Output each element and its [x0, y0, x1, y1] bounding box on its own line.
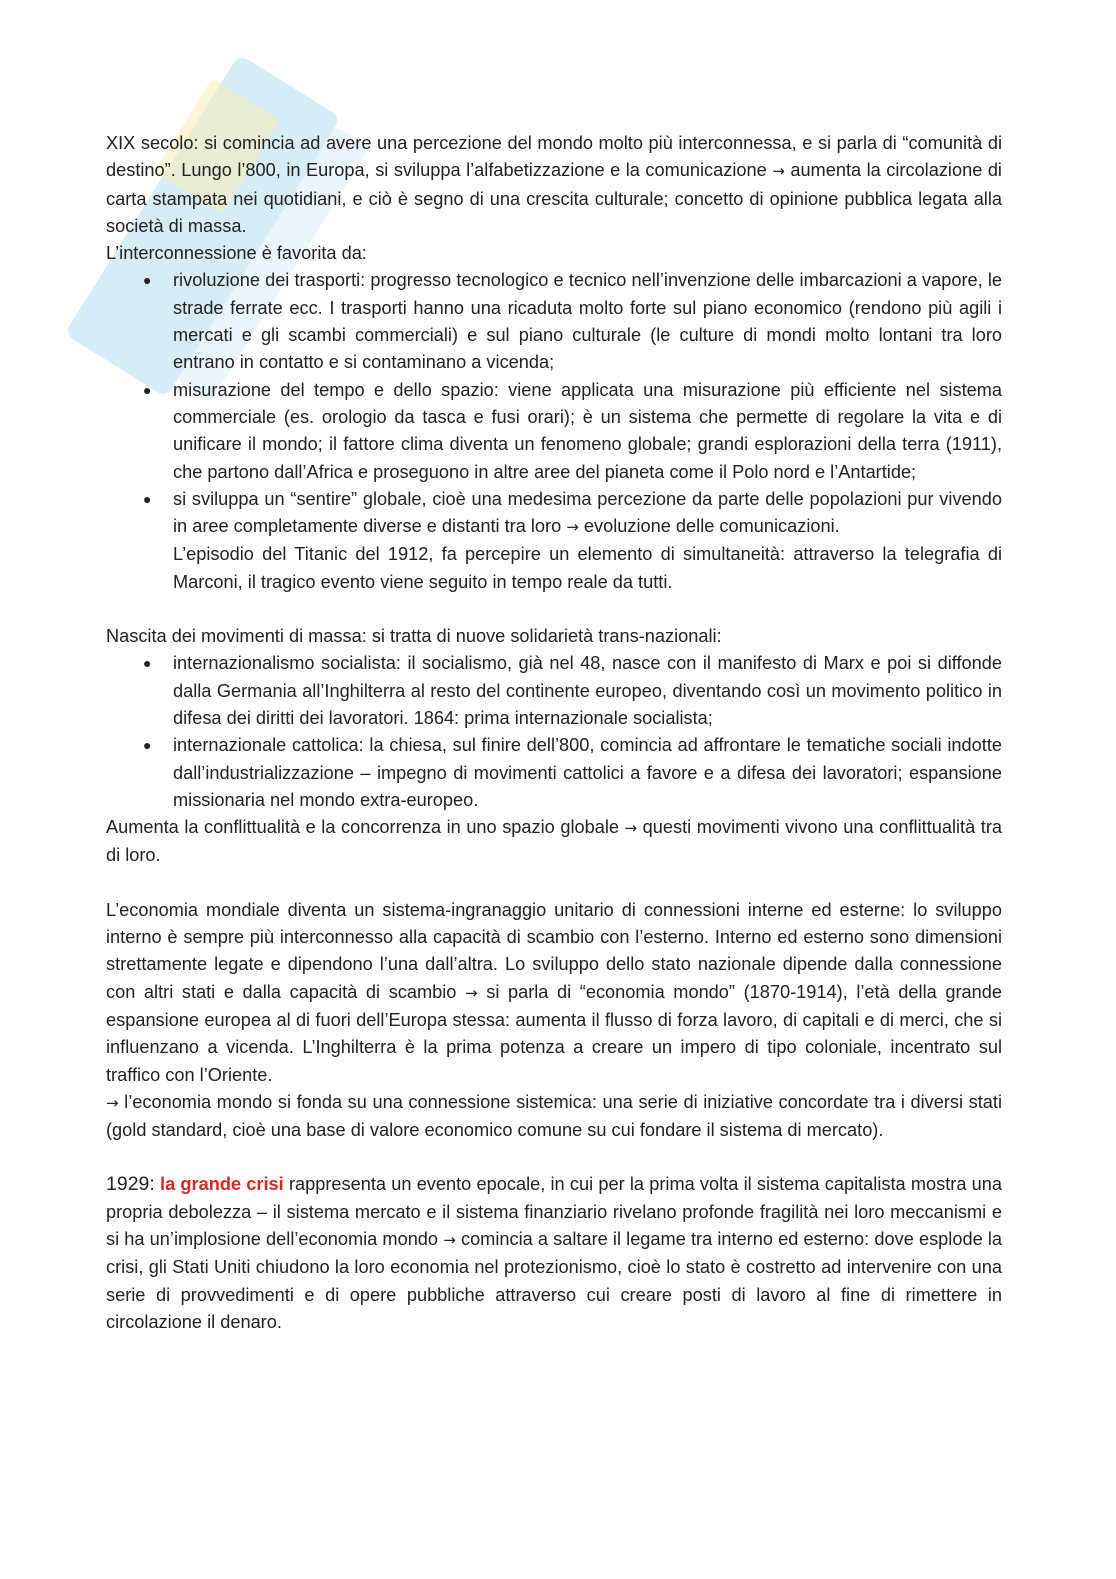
- movimenti-list: [106, 650, 1002, 814]
- arrow-icon: →: [624, 819, 638, 838]
- list-item: [106, 267, 1002, 376]
- economia-paragraph: [106, 897, 1002, 1089]
- economia-text: L’economia mondiale diventa un sistema-ingranaggio unitario di connessioni interne ed esterne: lo sviluppo interno è sempre più interconnesso alla capacità di scambio con l’esterno. Interno ed esterno sono dimensioni strettamente legate e dipendono l’una dall’altra. Lo sviluppo dello stato nazionale dipende dalla connessione con altri stati e dalla capacità di scambio: [106, 899, 1002, 1002]
- titanic-paragraph: L’episodio del Titanic del 1912, fa percepire un elemento di simultaneità: attraverso la telegrafia di Marconi, il tragico evento viene seguito in tempo reale da tutti.: [173, 544, 1002, 592]
- document-page: [106, 130, 1002, 1336]
- arrow-icon: →: [465, 983, 478, 1002]
- list-item-text: internazionale cattolica: la chiesa, sul finire dell’800, comincia ad affrontare le tematiche sociali indotte dall’industrializzazione – impegno di movimenti cattolici a favore e a difesa dei lavoratori; espansione missionaria nel mondo extra-europeo.: [173, 735, 1002, 810]
- crisi-highlight: la grande crisi: [160, 1174, 284, 1195]
- bullet-icon: ●: [143, 272, 152, 289]
- list-item: [106, 377, 1002, 486]
- crisi-year: 1929:: [106, 1173, 155, 1196]
- crisi-text: comincia a saltare il legame tra interno ed esterno: dove esplode la crisi, gli Stati Uniti chiudono la loro economia nel protezionismo, cioè lo stato è costretto ad intervenire con una serie di provvedimenti e di opere pubbliche attraverso cui creare posti di lavoro al fine di rimettere in circolazione il denaro.: [106, 1228, 1003, 1332]
- conclusion-text: questi movimenti vivono una conflittualità tra di loro.: [106, 817, 1002, 866]
- bullet-icon: ●: [143, 737, 152, 754]
- economia-conclusion: [106, 1089, 1002, 1145]
- interconnessione-lead: L’interconnessione è favorita da:: [106, 243, 367, 264]
- arrow-icon: →: [566, 518, 579, 537]
- crisi-text: rappresenta un evento epocale, in cui per la prima volta il sistema capitalista mostra una propria debolezza – il sistema mercato e il sistema finanziario rivelano profonde fragilità nei loro meccanismi e si ha un’implosione dell’economia mondo: [106, 1174, 1003, 1249]
- bullet-icon: ●: [143, 490, 152, 507]
- economia-text: si parla di “economia mondo” (1870-1914), l’età della grande espansione europea al di fuori dell’Europa stessa: aumenta il flusso di forza lavoro, di capitali e di merci, che si influenzano a vicenda. L’Inghilterra è la prima potenza a creare un impero di tipo coloniale, incentrato sul traffico con l’Oriente.: [106, 981, 1002, 1085]
- movimenti-conclusion: [106, 814, 1002, 870]
- list-item: [106, 650, 1002, 732]
- list-item-text: si sviluppa un “sentire” globale, cioè una medesima percezione da parte delle popolazioni pur vivendo in aree completamente diverse e distanti tra loro: [173, 488, 1002, 537]
- economia-conclusion-text: l’economia mondo si fonda su una connessione sistemica: una serie di iniziative concordate tra i diversi stati (gold standard, cioè una base di valore economico comune su cui fondare il sistema di mercato).: [106, 1091, 1002, 1141]
- list-item: [106, 486, 1002, 542]
- conclusion-text: Aumenta la conflittualità e la concorrenza in uno spazio globale: [106, 817, 619, 838]
- bullet-icon: ●: [143, 381, 152, 398]
- intro-line-1: XIX secolo: si comincia ad avere una percezione del mondo molto più interconnessa, e si parla di “comunità di destino”. Lungo l’800, in Europa, si sviluppa l’alfabetizzazione e la comunicazione: [106, 133, 1002, 181]
- list-item-text: rivoluzione dei trasporti: progresso tecnologico e tecnico nell’invenzione delle imbarcazioni a vapore, le strade ferrate ecc. I trasporti hanno una ricaduta molto forte sul piano economico (rendono più agili i mercati e gli scambi commerciali) e sul piano culturale (le culture di mondi molto lontani tra loro entrano in contatto e si contaminano a vicenda;: [173, 270, 1002, 373]
- intro-line-2: aumenta la circolazione di carta stampata nei quotidiani, e ciò è segno di una crescita culturale; concetto di opinione pubblica legata alla società di massa.: [106, 160, 1002, 236]
- movimenti-lead: Nascita dei movimenti di massa: si tratta di nuove solidarietà trans-nazionali:: [106, 626, 722, 647]
- arrow-icon: →: [106, 1093, 119, 1112]
- list-item-text: evoluzione delle comunicazioni.: [583, 516, 840, 537]
- list-item-text: internazionalismo socialista: il socialismo, già nel 48, nasce con il manifesto di Marx e poi si diffonde dalla Germania all’Inghilterra al resto del continente europeo, diventando così un movimento politico in difesa dei diritti dei lavoratori. 1864: prima internazionale socialista;: [173, 653, 1002, 728]
- intro-paragraph: [106, 130, 1002, 240]
- list-item: [106, 732, 1002, 814]
- arrow-icon: →: [443, 1230, 456, 1249]
- list-item-text: misurazione del tempo e dello spazio: viene applicata una misurazione più efficiente nel sistema commerciale (es. orologio da tasca e fusi orari); è un sistema che permette di regolare la vita e di unificare il mondo; il fattore clima diventa un fenomeno globale; grandi esplorazioni della terra (1911), che partono dall’Africa e proseguono in altre aree del pianeta come il Polo nord e l’Antartide;: [173, 379, 1002, 482]
- interconnessione-list: [106, 267, 1002, 541]
- bullet-icon: ●: [143, 655, 152, 672]
- crisi-paragraph: [106, 1171, 1002, 1336]
- arrow-icon: →: [772, 162, 785, 181]
